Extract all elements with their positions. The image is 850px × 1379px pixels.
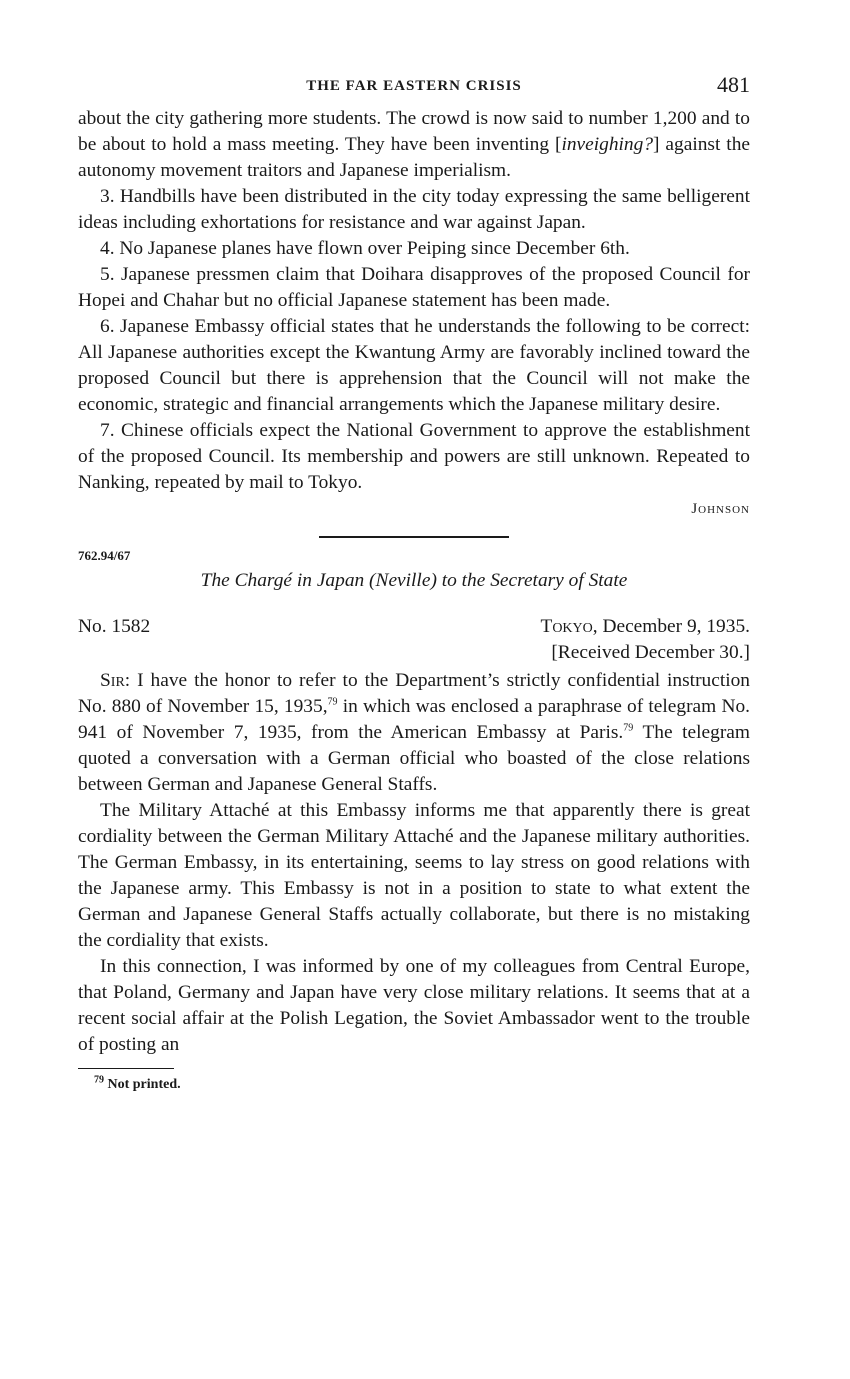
running-header: [78, 70, 750, 106]
numbered-paragraph-4: 4. No Japanese planes have flown over Peiping since December 6th.: [100, 238, 630, 259]
document-title: [78, 568, 750, 594]
footnote-reference: 79: [623, 722, 634, 734]
numbered-paragraph-7: 7. Chinese officials expect the National Government to approve the establishment of the proposed Council. Its membership and powers are still unknown. Repeated to Nanking, repeated by mail to Tokyo.: [78, 420, 750, 493]
paragraph-text: ] against the autonomy movement traitors and Japanese imperialism.: [78, 134, 750, 181]
dateline: [540, 614, 750, 640]
letter-paragraph-2: The Military Attaché at this Embassy informs me that apparently there is great cordiality between the German Military Attaché and the Japanese military authorities. The German Embassy, in its entertaining, seems to lay stress on good relations with the Japanese army. This Embassy is not in a position to state to what extent the German and Japanese General Staffs actually collaborate, but there is no mistaking the cordiality that exists.: [78, 800, 750, 951]
title-text: The Chargé in Japan (: [200, 570, 376, 591]
place-date: [540, 614, 750, 666]
letter-paragraph-3: In this connection, I was informed by one of my colleagues from Central Europe, that Poland, Germany and Japan have very close military relations. It seems that at a recent social affair at the Polish Legation, the Soviet Ambassador went to the trouble of posting an: [78, 956, 750, 1055]
numbered-paragraph-6: 6. Japanese Embassy official states that he understands the following to be correct: All Japanese authorities except the Kwantung Army are favorably inclined toward the proposed Council but there is apprehension that the Council will not make the economic, strategic and financial arrangements which the Japanese military desire.: [78, 316, 750, 415]
running-title: THE FAR EASTERN CRISIS: [306, 78, 522, 94]
salutation: Sir: [100, 670, 125, 691]
place: Tokyo: [540, 616, 593, 637]
paragraph-text: The telegram quoted a conversation with a German official who boasted of the close relations between German and Japanese General Staffs.: [78, 722, 750, 795]
file-number: 762.94/67: [78, 548, 131, 563]
title-text: ) to the Secretary of State: [430, 570, 628, 591]
numbered-paragraph-5: 5. Japanese pressmen claim that Doihara disapproves of the proposed Council for Hopei and Chahar but no official Japanese statement has been made.: [78, 264, 750, 311]
footnote: [94, 1074, 750, 1093]
letter-paragraph-1: [78, 668, 750, 798]
numbered-paragraph-3: 3. Handbills have been distributed in the city today expressing the same belligerent ideas including exhortations for resistance and war against Japan.: [78, 186, 750, 233]
footnote-divider: [78, 1068, 174, 1069]
footnote-reference: 79: [327, 696, 338, 708]
received-date: [Received December 30.]: [551, 642, 750, 663]
signature: Johnson: [691, 501, 750, 517]
document-number: No. 1582: [78, 616, 151, 637]
paragraph-text: about the city gathering more students. The crowd is now said to number 1,200 and to be about to hold a mass meeting. They have been inventing [: [78, 108, 750, 155]
page-number: 481: [717, 72, 750, 97]
section-divider: [319, 536, 509, 538]
continued-paragraph: [78, 106, 750, 184]
editorial-insertion: inveighing?: [561, 134, 654, 155]
document-meta: [78, 614, 750, 666]
paragraph-text: in which was enclosed a paraphrase of telegram No. 941 of November 7, 1935, from the American Embassy at Paris.: [78, 696, 751, 743]
date: , December 9, 1935.: [592, 616, 750, 637]
footnote-text: Not printed.: [104, 1077, 181, 1092]
page: [78, 70, 750, 1093]
footnote-marker: 79: [94, 1074, 104, 1086]
title-name: Neville: [375, 570, 431, 591]
paragraph-text: : I have the honor to refer to the Department’s strictly confidential instruction No. 880 of November 15, 1935,: [78, 670, 750, 717]
